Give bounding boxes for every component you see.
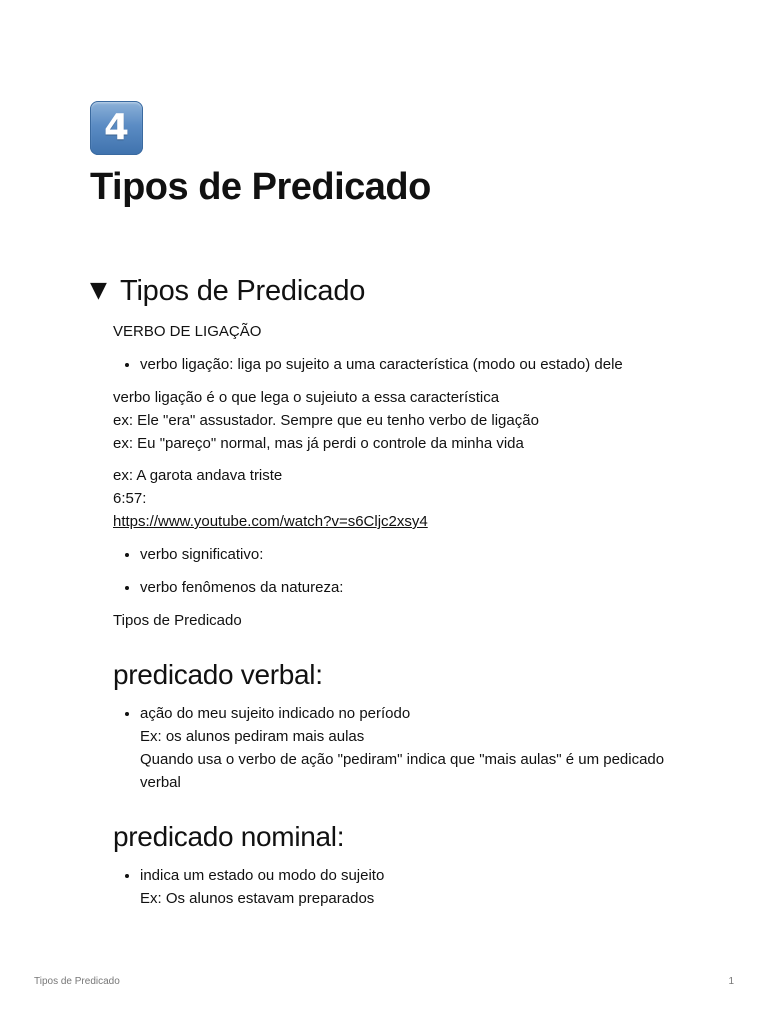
predicado-nominal-heading: predicado nominal:: [113, 821, 345, 852]
list-item: [140, 864, 693, 910]
toggle-triangle-icon[interactable]: ▼: [90, 278, 107, 303]
verbo-ligacao-heading: VERBO DE LIGAÇÃO: [113, 323, 262, 340]
paragraph-line: ex: Ele "era" assustador. Sempre que eu tenho verbo de ligação: [113, 412, 539, 429]
paragraph-line: ex: A garota andava triste: [113, 467, 283, 484]
footer-title: Tipos de Predicado: [34, 976, 120, 987]
page-title: Tipos de Predicado: [90, 166, 431, 208]
keycap-four-icon: [90, 101, 143, 155]
toggle-content: [113, 320, 693, 910]
list-item-line: • indica um estado ou modo do sujeito: [140, 867, 385, 884]
list-item: [140, 702, 693, 794]
bullet-list: [113, 576, 693, 599]
toggle-title: Tipos de Predicado: [120, 275, 366, 307]
bullet-list: [113, 864, 693, 910]
bullet-list: [113, 353, 693, 376]
paragraph-line: ex: Eu "pareço" normal, mas já perdi o controle da minha vida: [113, 435, 524, 452]
youtube-link[interactable]: https://www.youtube.com/watch?v=s6Cljc2xsy4: [113, 513, 428, 530]
list-item-line: • ação do meu sujeito indicado no período: [140, 705, 411, 722]
paragraph-line: Tipos de Predicado: [113, 612, 242, 629]
toggle-heading[interactable]: [90, 273, 365, 309]
list-item-line: Quando usa o verbo de ação "pediram" indica que "mais aulas" é um pedicado verbal: [140, 751, 665, 791]
predicado-verbal-heading: predicado verbal:: [113, 659, 323, 690]
list-item: • verbo ligação: liga po sujeito a uma característica (modo ou estado) dele: [140, 353, 693, 376]
list-item-line: Ex: Os alunos estavam preparados: [140, 890, 375, 907]
bullet-list: [113, 543, 693, 566]
paragraph-line: verbo ligação é o que lega o sujeiuto a essa característica: [113, 389, 500, 406]
bullet-list: [113, 702, 693, 794]
keycap-digit: 4: [103, 107, 130, 148]
footer-page-number: 1: [728, 976, 734, 987]
list-item: • verbo significativo:: [140, 543, 693, 566]
list-item: • verbo fenômenos da natureza:: [140, 576, 693, 599]
list-item-line: Ex: os alunos pediram mais aulas: [140, 728, 365, 745]
paragraph-line: 6:57:: [113, 490, 147, 507]
